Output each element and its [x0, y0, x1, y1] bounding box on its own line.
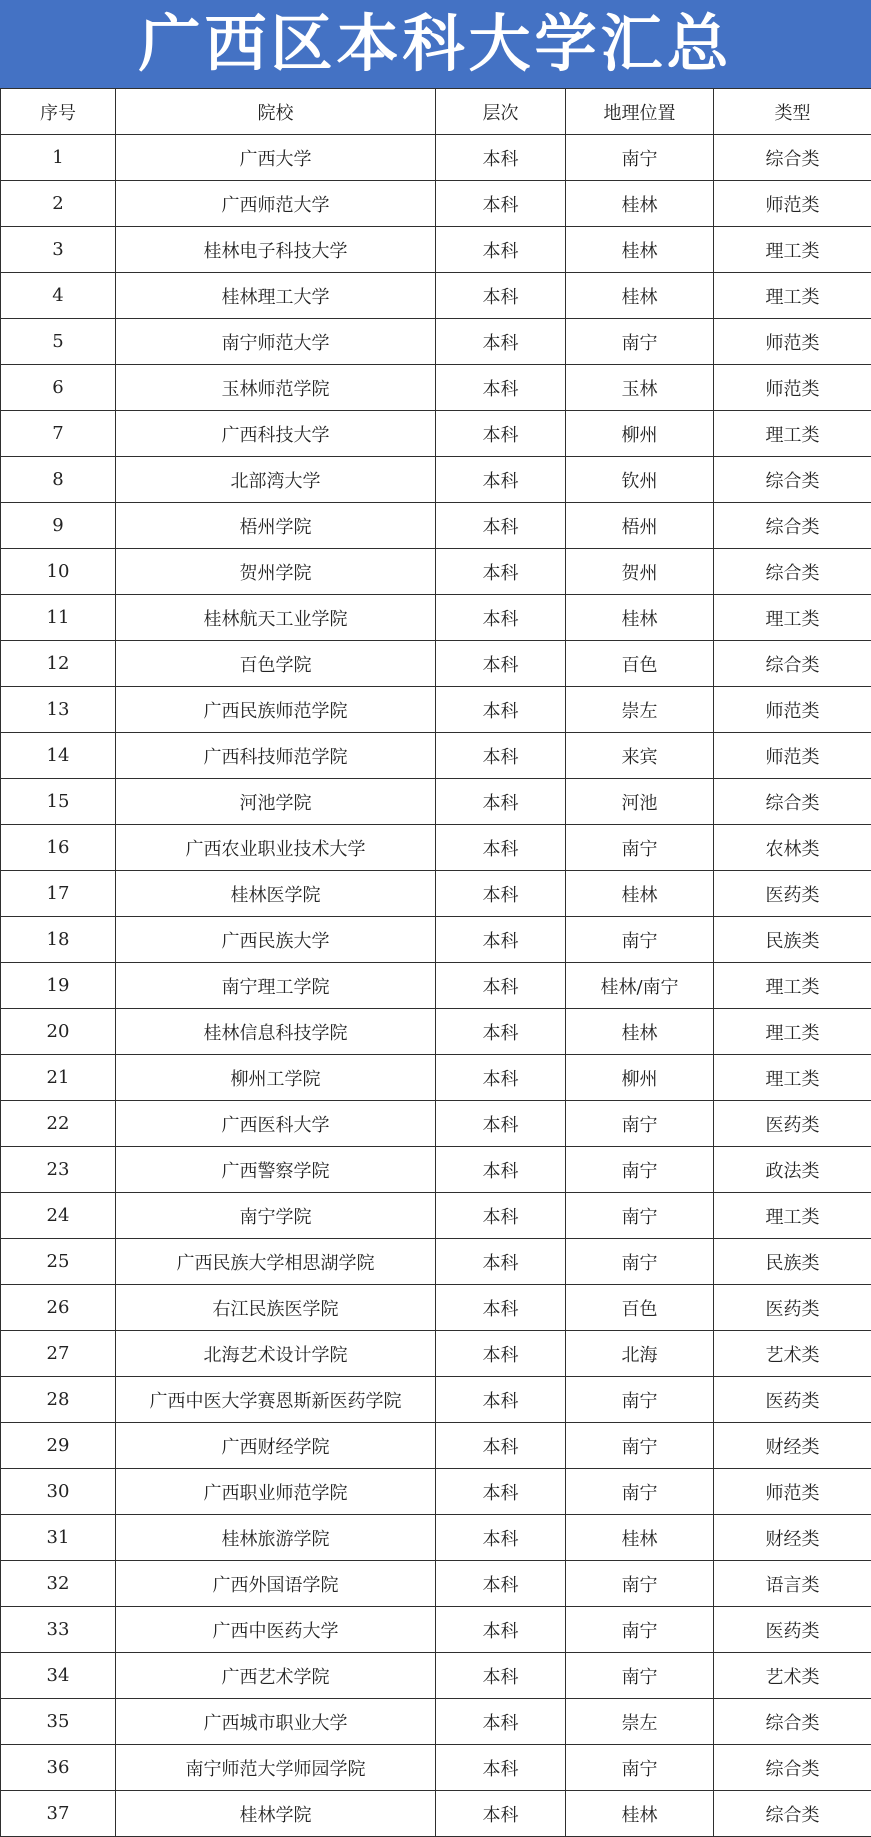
cell-type: 综合类 — [714, 549, 871, 595]
cell-type: 师范类 — [714, 181, 871, 227]
cell-number: 9 — [1, 503, 116, 549]
table-row — [1, 1791, 871, 1837]
cell-type: 语言类 — [714, 1561, 871, 1607]
cell-number: 13 — [1, 687, 116, 733]
cell-school: 桂林旅游学院 — [116, 1515, 436, 1561]
cell-type: 政法类 — [714, 1147, 871, 1193]
cell-type: 理工类 — [714, 411, 871, 457]
cell-level: 本科 — [436, 1147, 566, 1193]
cell-number: 1 — [1, 135, 116, 181]
header-school: 院校 — [116, 89, 436, 135]
table-row — [1, 1653, 871, 1699]
cell-location: 桂林 — [566, 871, 714, 917]
cell-level: 本科 — [436, 135, 566, 181]
cell-number: 37 — [1, 1791, 116, 1837]
cell-level: 本科 — [436, 687, 566, 733]
cell-school: 右江民族医学院 — [116, 1285, 436, 1331]
cell-level: 本科 — [436, 1745, 566, 1791]
cell-school: 广西民族师范学院 — [116, 687, 436, 733]
cell-type: 理工类 — [714, 595, 871, 641]
table-row — [1, 1101, 871, 1147]
cell-school: 河池学院 — [116, 779, 436, 825]
cell-level: 本科 — [436, 1607, 566, 1653]
cell-number: 5 — [1, 319, 116, 365]
cell-number: 25 — [1, 1239, 116, 1285]
cell-level: 本科 — [436, 1515, 566, 1561]
cell-school: 梧州学院 — [116, 503, 436, 549]
cell-school: 广西民族大学相思湖学院 — [116, 1239, 436, 1285]
university-table — [0, 89, 871, 1837]
cell-school: 南宁理工学院 — [116, 963, 436, 1009]
cell-number: 2 — [1, 181, 116, 227]
cell-number: 27 — [1, 1331, 116, 1377]
table-row — [1, 319, 871, 365]
cell-type: 医药类 — [714, 1101, 871, 1147]
cell-number: 32 — [1, 1561, 116, 1607]
cell-school: 百色学院 — [116, 641, 436, 687]
table-row — [1, 1377, 871, 1423]
cell-level: 本科 — [436, 1653, 566, 1699]
cell-school: 桂林信息科技学院 — [116, 1009, 436, 1055]
cell-school: 广西民族大学 — [116, 917, 436, 963]
cell-level: 本科 — [436, 1377, 566, 1423]
cell-number: 24 — [1, 1193, 116, 1239]
cell-number: 7 — [1, 411, 116, 457]
cell-level: 本科 — [436, 825, 566, 871]
table-row — [1, 1285, 871, 1331]
cell-number: 26 — [1, 1285, 116, 1331]
table-row — [1, 871, 871, 917]
cell-type: 财经类 — [714, 1515, 871, 1561]
cell-number: 28 — [1, 1377, 116, 1423]
cell-type: 师范类 — [714, 1469, 871, 1515]
cell-level: 本科 — [436, 1423, 566, 1469]
cell-type: 师范类 — [714, 687, 871, 733]
cell-school: 广西艺术学院 — [116, 1653, 436, 1699]
cell-location: 桂林 — [566, 595, 714, 641]
cell-level: 本科 — [436, 365, 566, 411]
cell-location: 南宁 — [566, 1193, 714, 1239]
cell-school: 南宁师范大学师园学院 — [116, 1745, 436, 1791]
cell-level: 本科 — [436, 1055, 566, 1101]
table-row — [1, 1607, 871, 1653]
cell-type: 理工类 — [714, 1009, 871, 1055]
table-row — [1, 1699, 871, 1745]
cell-school: 桂林理工大学 — [116, 273, 436, 319]
cell-level: 本科 — [436, 411, 566, 457]
table-row — [1, 227, 871, 273]
cell-location: 梧州 — [566, 503, 714, 549]
cell-school: 桂林学院 — [116, 1791, 436, 1837]
table-row — [1, 1423, 871, 1469]
cell-school: 南宁师范大学 — [116, 319, 436, 365]
cell-number: 30 — [1, 1469, 116, 1515]
table-row — [1, 549, 871, 595]
cell-level: 本科 — [436, 273, 566, 319]
table-row — [1, 503, 871, 549]
cell-school: 广西财经学院 — [116, 1423, 436, 1469]
cell-school: 广西中医大学赛恩斯新医药学院 — [116, 1377, 436, 1423]
cell-type: 医药类 — [714, 871, 871, 917]
cell-location: 南宁 — [566, 1745, 714, 1791]
cell-location: 桂林 — [566, 273, 714, 319]
cell-level: 本科 — [436, 1699, 566, 1745]
cell-school: 广西医科大学 — [116, 1101, 436, 1147]
table-row — [1, 687, 871, 733]
cell-number: 22 — [1, 1101, 116, 1147]
cell-level: 本科 — [436, 641, 566, 687]
cell-type: 综合类 — [714, 641, 871, 687]
cell-level: 本科 — [436, 1285, 566, 1331]
cell-type: 师范类 — [714, 365, 871, 411]
cell-school: 北部湾大学 — [116, 457, 436, 503]
cell-type: 医药类 — [714, 1377, 871, 1423]
cell-location: 贺州 — [566, 549, 714, 595]
cell-location: 南宁 — [566, 1147, 714, 1193]
cell-school: 柳州工学院 — [116, 1055, 436, 1101]
cell-number: 21 — [1, 1055, 116, 1101]
cell-type: 理工类 — [714, 1193, 871, 1239]
cell-type: 综合类 — [714, 135, 871, 181]
cell-number: 4 — [1, 273, 116, 319]
cell-level: 本科 — [436, 457, 566, 503]
cell-level: 本科 — [436, 1009, 566, 1055]
cell-type: 理工类 — [714, 963, 871, 1009]
cell-number: 17 — [1, 871, 116, 917]
cell-location: 南宁 — [566, 319, 714, 365]
cell-type: 理工类 — [714, 273, 871, 319]
header-row — [1, 89, 871, 135]
cell-number: 11 — [1, 595, 116, 641]
table-row — [1, 181, 871, 227]
table-row — [1, 733, 871, 779]
cell-level: 本科 — [436, 227, 566, 273]
cell-school: 广西城市职业大学 — [116, 1699, 436, 1745]
cell-level: 本科 — [436, 549, 566, 595]
table-row — [1, 1745, 871, 1791]
cell-type: 理工类 — [714, 1055, 871, 1101]
table-row — [1, 641, 871, 687]
cell-location: 百色 — [566, 641, 714, 687]
cell-location: 玉林 — [566, 365, 714, 411]
cell-location: 桂林 — [566, 181, 714, 227]
cell-type: 综合类 — [714, 1745, 871, 1791]
table-row — [1, 825, 871, 871]
cell-location: 南宁 — [566, 1423, 714, 1469]
cell-level: 本科 — [436, 917, 566, 963]
table-row — [1, 135, 871, 181]
cell-school: 广西外国语学院 — [116, 1561, 436, 1607]
cell-location: 河池 — [566, 779, 714, 825]
cell-number: 20 — [1, 1009, 116, 1055]
header-type: 类型 — [714, 89, 871, 135]
cell-location: 南宁 — [566, 1469, 714, 1515]
cell-school: 广西中医药大学 — [116, 1607, 436, 1653]
table-header — [1, 89, 871, 135]
table-row — [1, 917, 871, 963]
cell-location: 南宁 — [566, 1239, 714, 1285]
cell-level: 本科 — [436, 1791, 566, 1837]
cell-location: 南宁 — [566, 917, 714, 963]
cell-school: 广西科技大学 — [116, 411, 436, 457]
cell-number: 35 — [1, 1699, 116, 1745]
cell-school: 桂林医学院 — [116, 871, 436, 917]
cell-number: 8 — [1, 457, 116, 503]
cell-number: 6 — [1, 365, 116, 411]
page-title: 广西区本科大学汇总 — [138, 7, 733, 80]
cell-number: 33 — [1, 1607, 116, 1653]
cell-school: 桂林电子科技大学 — [116, 227, 436, 273]
cell-school: 广西科技师范学院 — [116, 733, 436, 779]
cell-location: 南宁 — [566, 1101, 714, 1147]
cell-type: 艺术类 — [714, 1653, 871, 1699]
cell-level: 本科 — [436, 871, 566, 917]
cell-school: 北海艺术设计学院 — [116, 1331, 436, 1377]
table-row — [1, 1009, 871, 1055]
cell-number: 29 — [1, 1423, 116, 1469]
cell-school: 贺州学院 — [116, 549, 436, 595]
cell-number: 10 — [1, 549, 116, 595]
table-row — [1, 1331, 871, 1377]
header-location: 地理位置 — [566, 89, 714, 135]
cell-level: 本科 — [436, 1561, 566, 1607]
cell-type: 师范类 — [714, 319, 871, 365]
cell-location: 南宁 — [566, 1607, 714, 1653]
cell-number: 3 — [1, 227, 116, 273]
cell-level: 本科 — [436, 779, 566, 825]
cell-type: 医药类 — [714, 1607, 871, 1653]
cell-level: 本科 — [436, 1239, 566, 1285]
cell-location: 来宾 — [566, 733, 714, 779]
cell-location: 柳州 — [566, 411, 714, 457]
cell-number: 34 — [1, 1653, 116, 1699]
cell-type: 综合类 — [714, 779, 871, 825]
cell-type: 农林类 — [714, 825, 871, 871]
table-row — [1, 963, 871, 1009]
table-row — [1, 1515, 871, 1561]
cell-school: 广西师范大学 — [116, 181, 436, 227]
cell-level: 本科 — [436, 733, 566, 779]
cell-number: 14 — [1, 733, 116, 779]
table-row — [1, 411, 871, 457]
cell-location: 南宁 — [566, 1653, 714, 1699]
cell-location: 南宁 — [566, 825, 714, 871]
cell-level: 本科 — [436, 963, 566, 1009]
cell-number: 16 — [1, 825, 116, 871]
cell-location: 桂林/南宁 — [566, 963, 714, 1009]
cell-type: 师范类 — [714, 733, 871, 779]
table-row — [1, 1055, 871, 1101]
cell-school: 广西大学 — [116, 135, 436, 181]
table-row — [1, 1147, 871, 1193]
cell-level: 本科 — [436, 1193, 566, 1239]
cell-location: 百色 — [566, 1285, 714, 1331]
cell-number: 15 — [1, 779, 116, 825]
cell-type: 财经类 — [714, 1423, 871, 1469]
cell-location: 南宁 — [566, 1377, 714, 1423]
cell-location: 南宁 — [566, 1561, 714, 1607]
cell-school: 玉林师范学院 — [116, 365, 436, 411]
table-row — [1, 1469, 871, 1515]
cell-location: 崇左 — [566, 1699, 714, 1745]
title-banner — [0, 0, 871, 89]
cell-school: 广西警察学院 — [116, 1147, 436, 1193]
cell-number: 36 — [1, 1745, 116, 1791]
table-row — [1, 273, 871, 319]
cell-level: 本科 — [436, 1469, 566, 1515]
cell-type: 艺术类 — [714, 1331, 871, 1377]
cell-level: 本科 — [436, 319, 566, 365]
cell-type: 理工类 — [714, 227, 871, 273]
cell-number: 19 — [1, 963, 116, 1009]
cell-location: 北海 — [566, 1331, 714, 1377]
cell-level: 本科 — [436, 181, 566, 227]
header-number: 序号 — [1, 89, 116, 135]
cell-level: 本科 — [436, 595, 566, 641]
cell-location: 桂林 — [566, 1791, 714, 1837]
cell-location: 桂林 — [566, 1009, 714, 1055]
cell-location: 柳州 — [566, 1055, 714, 1101]
table-row — [1, 779, 871, 825]
cell-number: 23 — [1, 1147, 116, 1193]
cell-type: 民族类 — [714, 917, 871, 963]
cell-type: 综合类 — [714, 503, 871, 549]
table-row — [1, 457, 871, 503]
header-level: 层次 — [436, 89, 566, 135]
cell-number: 18 — [1, 917, 116, 963]
cell-level: 本科 — [436, 1101, 566, 1147]
cell-school: 南宁学院 — [116, 1193, 436, 1239]
table-row — [1, 595, 871, 641]
cell-number: 12 — [1, 641, 116, 687]
table-body — [1, 135, 871, 1837]
cell-location: 崇左 — [566, 687, 714, 733]
cell-level: 本科 — [436, 503, 566, 549]
cell-school: 广西农业职业技术大学 — [116, 825, 436, 871]
table-row — [1, 1561, 871, 1607]
cell-number: 31 — [1, 1515, 116, 1561]
cell-level: 本科 — [436, 1331, 566, 1377]
table-row — [1, 1239, 871, 1285]
cell-type: 医药类 — [714, 1285, 871, 1331]
cell-type: 民族类 — [714, 1239, 871, 1285]
cell-type: 综合类 — [714, 1791, 871, 1837]
cell-location: 桂林 — [566, 1515, 714, 1561]
cell-location: 桂林 — [566, 227, 714, 273]
table-row — [1, 1193, 871, 1239]
cell-school: 桂林航天工业学院 — [116, 595, 436, 641]
table-row — [1, 365, 871, 411]
cell-location: 南宁 — [566, 135, 714, 181]
cell-type: 综合类 — [714, 1699, 871, 1745]
cell-school: 广西职业师范学院 — [116, 1469, 436, 1515]
cell-location: 钦州 — [566, 457, 714, 503]
cell-type: 综合类 — [714, 457, 871, 503]
